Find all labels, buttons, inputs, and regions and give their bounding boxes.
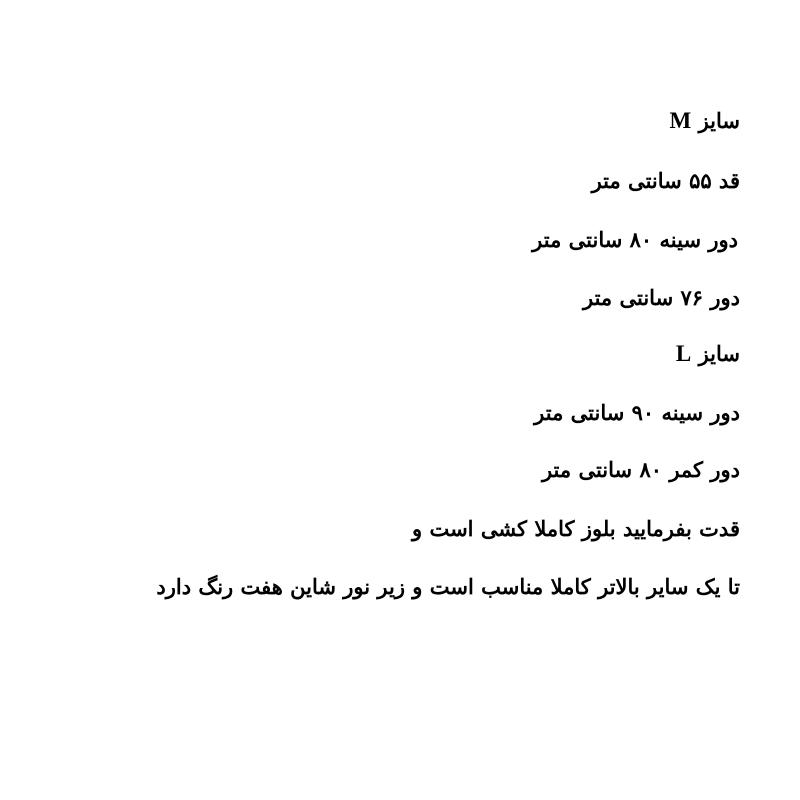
stretch-note: قدت بفرمایید بلوز کاملا کشی است و: [412, 516, 740, 541]
size-m-heading: [670, 106, 740, 136]
chest-measurement-m: دور سینه ۸۰ سانتی متر: [532, 227, 738, 252]
waist-measurement-m: دور ۷۶ سانتی متر: [583, 285, 740, 310]
fit-and-color-note: تا یک سایر بالاتر کاملا مناسب است و زیر نور شاین هفت رنگ دارد: [156, 574, 740, 599]
length-measurement: قد ۵۵ سانتی متر: [591, 168, 740, 193]
size-code: L: [675, 341, 692, 366]
size-label: سایز: [698, 108, 740, 133]
size-code: M: [669, 108, 692, 133]
size-label: سایز: [698, 341, 740, 366]
chest-measurement-l: دور سینه ۹۰ سانتی متر: [534, 400, 740, 425]
waist-measurement-l: دور کمر ۸۰ سانتی متر: [541, 457, 740, 482]
size-l-heading: [676, 339, 740, 369]
